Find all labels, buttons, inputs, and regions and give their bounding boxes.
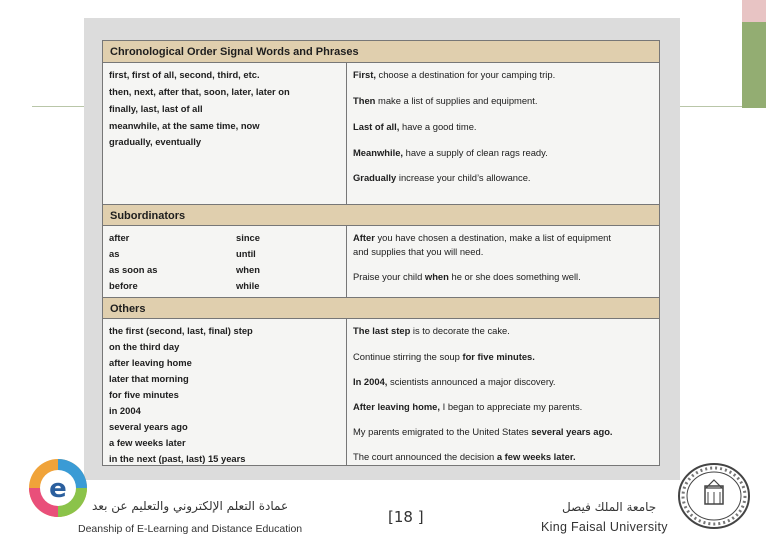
decorative-bar-green	[742, 22, 766, 108]
example-sentence: My parents emigrated to the United States several years ago.	[353, 426, 613, 437]
left-cell-word: as soon as	[109, 264, 158, 275]
university-arabic-name: جامعة الملك فيصل	[562, 500, 657, 514]
scanned-table-image	[84, 18, 680, 480]
example-sentence: Gradually increase your child’s allowance.	[353, 172, 531, 183]
column-divider	[346, 319, 347, 466]
example-sentence: First, choose a destination for your camping trip.	[353, 69, 556, 80]
left-cell-line: then, next, after that, soon, later, later on	[109, 86, 290, 97]
left-cell-line: later that morning	[109, 373, 189, 384]
left-cell-word: while	[236, 280, 260, 291]
left-cell-line: after leaving home	[109, 357, 192, 368]
svg-text:e: e	[49, 474, 67, 504]
example-sentence: Last of all, have a good time.	[353, 121, 477, 132]
deanship-english-name: Deanship of E-Learning and Distance Education	[78, 523, 303, 535]
example-sentence: Meanwhile, have a supply of clean rags ready.	[353, 147, 548, 158]
section-header-subordinators: Subordinators	[103, 204, 659, 226]
table-title: Chronological Order Signal Words and Phrases	[103, 41, 659, 63]
left-cell-line: the first (second, last, final) step	[109, 325, 253, 336]
university-english-name: King Faisal University	[541, 520, 668, 534]
column-divider	[346, 226, 347, 297]
left-cell-line: several years ago	[109, 421, 188, 432]
left-cell-line: in the next (past, last) 15 years	[109, 453, 246, 464]
left-cell-line: for five minutes	[109, 389, 179, 400]
left-cell-word: after	[109, 232, 130, 243]
left-cell-line: meanwhile, at the same time, now	[109, 120, 260, 131]
left-cell-word: before	[109, 280, 138, 291]
e-learning-logo	[26, 456, 90, 520]
left-cell-line: in 2004	[109, 405, 141, 416]
example-sentence: and supplies that you will need.	[353, 246, 484, 257]
decorative-bar-pink	[742, 0, 766, 22]
example-sentence: After you have chosen a destination, make a list of equipment	[353, 232, 611, 243]
left-cell-line: gradually, eventually	[109, 136, 202, 147]
left-cell-line: finally, last, last of all	[109, 103, 203, 114]
left-cell-word: until	[236, 248, 256, 259]
left-cell-word: as	[109, 248, 120, 259]
university-seal-logo	[676, 462, 752, 530]
example-sentence: Then make a list of supplies and equipment.	[353, 95, 538, 106]
example-sentence: After leaving home, I began to appreciate my parents.	[353, 401, 583, 412]
left-cell-line: a few weeks later	[109, 437, 186, 448]
section-header-others: Others	[103, 297, 659, 319]
left-cell-line: on the third day	[109, 341, 180, 352]
left-cell-word: when	[236, 264, 260, 275]
deanship-arabic-name: عمادة التعلم الإلكتروني والتعليم عن بعد	[92, 499, 289, 513]
example-sentence: The court announced the decision a few weeks later.	[353, 451, 576, 462]
example-sentence: Continue stirring the soup for five minutes.	[353, 351, 535, 362]
example-sentence: Praise your child when he or she does something well.	[353, 271, 581, 282]
left-cell-line: first, first of all, second, third, etc.	[109, 69, 260, 80]
example-sentence: In 2004, scientists announced a major discovery.	[353, 376, 556, 387]
column-divider	[346, 63, 347, 204]
signal-words-table	[102, 40, 660, 466]
left-cell-word: since	[236, 232, 260, 243]
page-number: [18 ]	[388, 508, 424, 526]
example-sentence: The last step is to decorate the cake.	[353, 325, 510, 336]
